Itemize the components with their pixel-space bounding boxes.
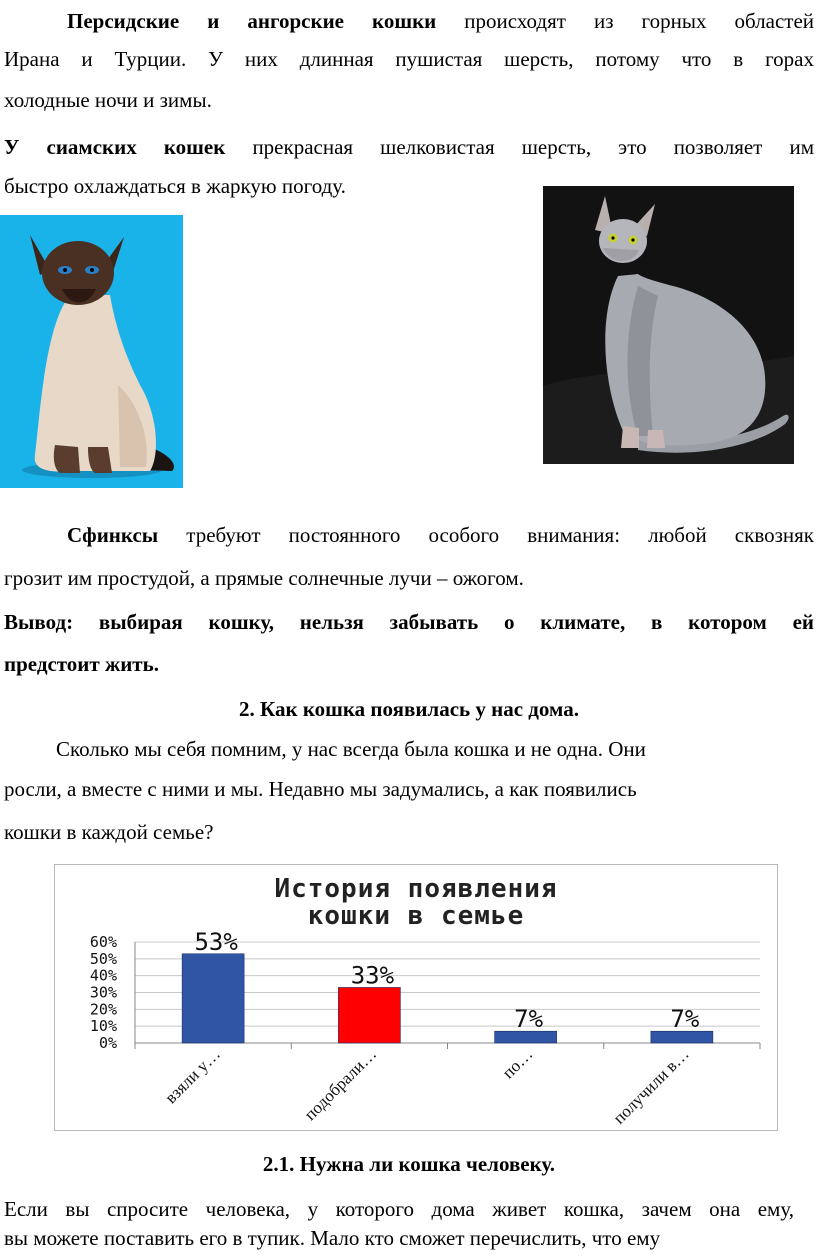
siamese-cat-illustration <box>0 215 183 488</box>
persian-line1-rest: происходят из горных областей <box>436 9 814 33</box>
sphynx-paragraph-line1 <box>4 516 814 554</box>
sphynx-cat-photo <box>543 186 794 464</box>
persian-paragraph-line1 <box>4 2 814 40</box>
siamese-paragraph-line1 <box>4 128 814 166</box>
y-tick-label: 40% <box>89 966 117 985</box>
sphynx-cat-illustration <box>543 186 794 464</box>
conclusion-line2: предстоит жить. <box>4 652 159 676</box>
section2-line2: росли, а вместе с ними и мы. Недавно мы задумались, а как появились <box>4 777 637 801</box>
y-tick-label: 10% <box>89 1017 117 1036</box>
data-label: 7% <box>670 1005 700 1034</box>
section21-line1: Если вы спросите человека, у которого дома живет кошка, зачем она ему, <box>4 1197 794 1221</box>
y-tick-label: 30% <box>89 983 117 1002</box>
conclusion-line1: Вывод: выбирая кошку, нельзя забывать о климате, в котором ей <box>4 610 814 634</box>
chart-plot-area <box>55 865 777 1130</box>
cat-origin-chart <box>54 864 778 1131</box>
persian-bold-lead: Персидские и ангорские кошки <box>67 9 437 33</box>
sphynx-paragraph-line2: грозит им простудой, а прямые солнечные лучи – ожогом. <box>4 566 524 590</box>
section2-heading: 2. Как кошка появилась у нас дома. <box>239 697 579 721</box>
data-label: 53% <box>194 927 238 956</box>
section2-line3: кошки в каждой семье? <box>4 820 214 844</box>
y-tick-label: 20% <box>89 1000 117 1019</box>
section21-heading: 2.1. Нужна ли кошка человеку. <box>262 1152 556 1176</box>
y-tick-label: 0% <box>98 1034 117 1052</box>
y-tick-label: 50% <box>89 949 117 968</box>
persian-paragraph-line3: холодные ночи и зимы. <box>4 88 212 112</box>
siamese-bold-lead: У сиамских кошек <box>4 135 226 159</box>
data-label: 7% <box>514 1005 544 1034</box>
x-tick-label: подобрали… <box>300 1044 381 1125</box>
chart-title-line1: История появления <box>274 874 558 904</box>
x-tick-label: по… <box>498 1044 537 1083</box>
x-tick-label: взяли у… <box>161 1044 224 1108</box>
persian-paragraph-line2: Ирана и Турции. У них длинная пушистая шерсть, потому что в горах <box>4 47 814 71</box>
chart-title-line2: кошки в семье <box>307 901 525 931</box>
x-tick-label: получили в… <box>609 1044 693 1128</box>
bar <box>182 954 244 1043</box>
sphynx-line1-rest: требуют постоянного особого внимания: любой сквозняк <box>158 523 814 547</box>
sphynx-bold-lead: Сфинксы <box>67 523 159 547</box>
section21-line2: вы можете поставить его в тупик. Мало кто сможет перечислить, что ему <box>4 1226 661 1250</box>
data-label: 33% <box>350 961 395 990</box>
y-tick-label: 60% <box>89 933 117 951</box>
siamese-cat-photo <box>0 215 183 488</box>
siamese-line1-rest: прекрасная шелковистая шерсть, это позволяет им <box>225 135 814 159</box>
bar <box>338 987 400 1043</box>
section2-line1: Сколько мы себя помним, у нас всегда была кошка и не одна. Они <box>56 737 646 761</box>
siamese-paragraph-line2: быстро охлаждаться в жаркую погоду. <box>4 174 346 198</box>
